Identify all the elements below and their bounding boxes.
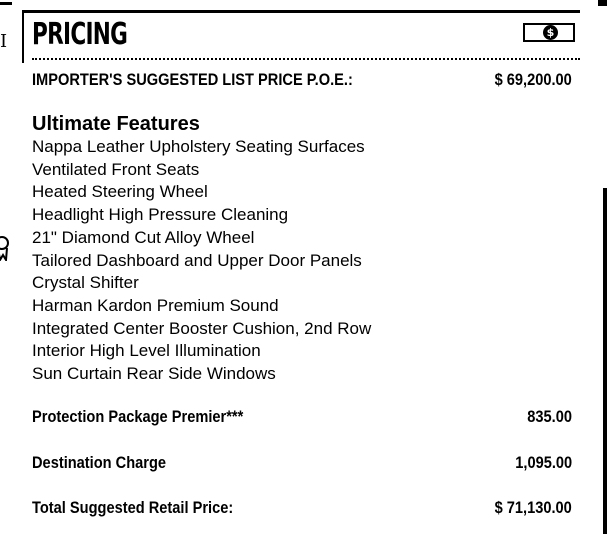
feature-item: 21" Diamond Cut Alloy Wheel bbox=[32, 227, 255, 247]
feature-item: Crystal Shifter bbox=[32, 273, 139, 293]
section-title: PRICING bbox=[32, 17, 128, 52]
total-price-value: $ 71,130.00 bbox=[494, 498, 572, 517]
feature-item: Sun Curtain Rear Side Windows bbox=[32, 364, 276, 384]
feature-item: Tailored Dashboard and Upper Door Panels bbox=[32, 250, 362, 270]
features-heading: Ultimate Features bbox=[32, 113, 200, 135]
dollar-circle-icon: $ bbox=[543, 25, 558, 40]
right-edge-fragment-tick bbox=[598, 0, 607, 6]
feature-item: Headlight High Pressure Cleaning bbox=[32, 205, 289, 225]
protection-package-label: Protection Package Premier*** bbox=[32, 407, 244, 426]
feature-item: Heated Steering Wheel bbox=[32, 182, 208, 202]
header-top-rule bbox=[22, 10, 580, 13]
total-price-label: Total Suggested Retail Price: bbox=[32, 498, 234, 517]
pricing-badge bbox=[523, 23, 575, 42]
protection-package-row bbox=[32, 405, 572, 429]
destination-charge-label: Destination Charge bbox=[32, 453, 167, 472]
destination-charge-row bbox=[32, 451, 572, 475]
feature-item: Harman Kardon Premium Sound bbox=[32, 295, 279, 315]
importer-price-value: $ 69,200.00 bbox=[494, 70, 572, 89]
feature-item: Ventilated Front Seats bbox=[32, 159, 200, 179]
feature-item: Nappa Leather Upholstery Seating Surfaces bbox=[32, 137, 365, 156]
destination-charge-value: 1,095.00 bbox=[515, 453, 572, 472]
protection-package-value: 835.00 bbox=[527, 407, 572, 426]
feature-item: Interior High Level Illumination bbox=[32, 341, 261, 361]
right-edge-fragment-rule bbox=[603, 188, 607, 534]
importer-price-label: IMPORTER'S SUGGESTED LIST PRICE P.O.E.: bbox=[32, 70, 353, 89]
left-edge-fragment-glyph: I bbox=[0, 31, 8, 52]
features-list bbox=[32, 136, 371, 386]
ribbon-icon bbox=[0, 233, 10, 261]
left-edge-fragment-rule bbox=[0, 2, 12, 5]
feature-item: Integrated Center Booster Cushion, 2nd Row bbox=[32, 318, 372, 338]
importer-price-row bbox=[32, 68, 572, 92]
header-dotted-divider bbox=[32, 58, 580, 60]
header-left-rule bbox=[22, 13, 24, 63]
total-price-row bbox=[32, 496, 572, 520]
